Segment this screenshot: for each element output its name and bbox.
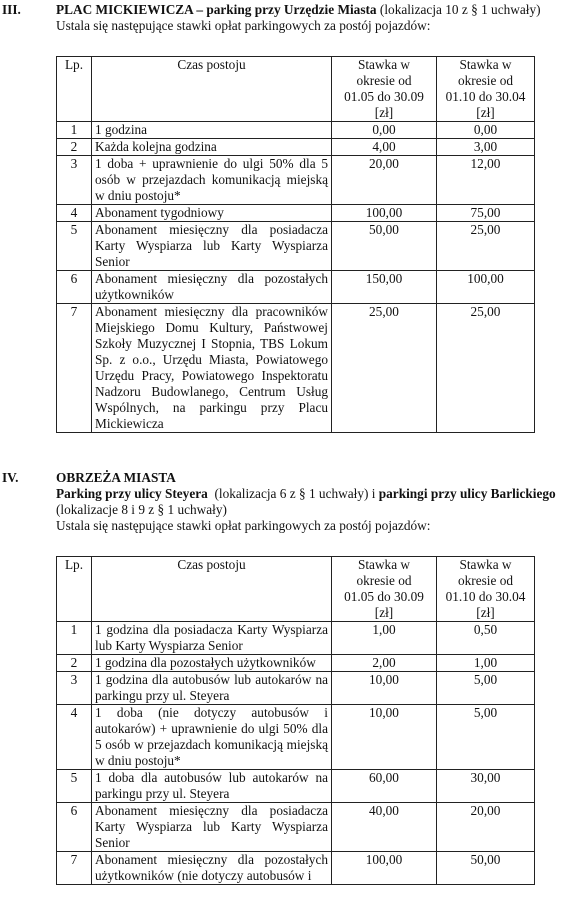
rate-summer: 60,00 bbox=[332, 770, 437, 803]
row-description: 1 doba dla autobusów lub autokarów na parkingu przy ul. Steyera bbox=[92, 770, 332, 803]
row-number: 5 bbox=[57, 222, 92, 271]
row-description: 1 godzina dla posiadacza Karty Wyspiarza lub Karty Wyspiarza Senior bbox=[92, 622, 332, 655]
header-lp: Lp. bbox=[57, 57, 92, 122]
header-line: okresie od bbox=[356, 573, 412, 588]
rate-winter: 25,00 bbox=[437, 222, 535, 271]
table-row bbox=[57, 222, 535, 271]
rate-winter: 20,00 bbox=[437, 803, 535, 852]
header-line: okresie od bbox=[356, 73, 412, 88]
table-row bbox=[57, 304, 535, 433]
row-description: Abonament miesięczny dla pracowników Miejskiego Domu Kultury, Państwowej Szkoły Muzycznej I Stopnia, TBS Lokum Sp. z o.o., Urzędu Miasta, Powiatowego Urzędu Pracy, Powiatowego Inspektoratu Nadzoru Budowlanego, Centrum Usług Wspólnych, na parkingu przy Placu Mickiewicza bbox=[92, 304, 332, 433]
header-line: [zł] bbox=[476, 605, 495, 620]
rate-summer: 2,00 bbox=[332, 655, 437, 672]
rate-summer: 150,00 bbox=[332, 271, 437, 304]
rate-winter: 5,00 bbox=[437, 672, 535, 705]
table-row bbox=[57, 705, 535, 770]
row-description: 1 doba + uprawnienie do ulgi 50% dla 5 osób w przejazdach komunikacją miejską w dniu postoju* bbox=[92, 156, 332, 205]
table-row bbox=[57, 655, 535, 672]
row-number: 3 bbox=[57, 672, 92, 705]
rate-summer: 50,00 bbox=[332, 222, 437, 271]
header-stawka-summer bbox=[332, 57, 437, 122]
header-line: [zł] bbox=[374, 105, 394, 120]
rate-summer: 10,00 bbox=[332, 672, 437, 705]
rates-table-section-4 bbox=[56, 556, 535, 885]
row-number: 1 bbox=[57, 122, 92, 139]
rate-winter: 1,00 bbox=[437, 655, 535, 672]
table-row bbox=[57, 122, 535, 139]
row-number: 6 bbox=[57, 271, 92, 304]
table-header-row bbox=[57, 57, 535, 122]
row-number: 2 bbox=[57, 139, 92, 156]
header-line: okresie od bbox=[457, 573, 514, 588]
row-description: 1 godzina bbox=[92, 122, 332, 139]
section-title-bold: PLAC MICKIEWICZA – parking przy Urzędzie Miasta bbox=[56, 2, 377, 17]
row-number: 1 bbox=[57, 622, 92, 655]
row-description: Abonament miesięczny dla pozostałych użytkowników (nie dotyczy autobusów i bbox=[92, 852, 332, 885]
rate-winter: 5,00 bbox=[437, 705, 535, 770]
section-heading bbox=[56, 470, 568, 534]
header-stawka-winter bbox=[437, 57, 535, 122]
table-row bbox=[57, 622, 535, 655]
rate-winter: 3,00 bbox=[437, 139, 535, 156]
rate-winter: 0,00 bbox=[437, 122, 535, 139]
rate-winter: 100,00 bbox=[437, 271, 535, 304]
section-intro: Ustala się następujące stawki opłat parkingowych za postój pojazdów: bbox=[56, 18, 431, 33]
rate-summer: 4,00 bbox=[332, 139, 437, 156]
row-description: Abonament miesięczny dla posiadacza Karty Wyspiarza lub Karty Wyspiarza Senior bbox=[92, 803, 332, 852]
section-subtitle-2: (lokalizacje 8 i 9 z § 1 uchwały) bbox=[56, 502, 227, 517]
rate-winter: 0,50 bbox=[437, 622, 535, 655]
table-row bbox=[57, 156, 535, 205]
subtitle-bold-1: Parking przy ulicy Steyera bbox=[56, 486, 208, 501]
header-czas: Czas postoju bbox=[92, 557, 332, 622]
table-row bbox=[57, 672, 535, 705]
header-line: [zł] bbox=[476, 105, 495, 120]
header-line: Stawka w bbox=[357, 57, 411, 72]
rate-winter: 75,00 bbox=[437, 205, 535, 222]
section-heading bbox=[56, 2, 568, 34]
table-row bbox=[57, 770, 535, 803]
row-description: 1 godzina dla autobusów lub autokarów na parkingu przy ul. Steyera bbox=[92, 672, 332, 705]
table-row bbox=[57, 803, 535, 852]
row-number: 6 bbox=[57, 803, 92, 852]
header-line: Stawka w bbox=[357, 557, 411, 572]
header-line: [zł] bbox=[374, 605, 394, 620]
row-description: 1 doba (nie dotyczy autobusów i autokarów) + uprawnienie do ulgi 50% dla 5 osób w przejazdach komunikacją miejską w dniu postoju* bbox=[92, 705, 332, 770]
section-title-normal: (lokalizacja 10 z § 1 uchwały) bbox=[376, 2, 541, 17]
header-lp: Lp. bbox=[57, 557, 92, 622]
row-description: Abonament miesięczny dla pozostałych użytkowników bbox=[92, 271, 332, 304]
header-line: Stawka w bbox=[459, 557, 512, 572]
header-line: 01.10 do 30.04 bbox=[445, 589, 526, 604]
header-line: 01.05 do 30.09 bbox=[344, 589, 424, 604]
section-title bbox=[56, 470, 568, 486]
table-header-row bbox=[57, 557, 535, 622]
row-description: Abonament tygodniowy bbox=[92, 205, 332, 222]
section-title bbox=[56, 2, 568, 18]
section-number: IV. bbox=[2, 470, 19, 485]
row-number: 2 bbox=[57, 655, 92, 672]
rate-summer: 40,00 bbox=[332, 803, 437, 852]
row-description: Każda kolejna godzina bbox=[92, 139, 332, 156]
table-row bbox=[57, 139, 535, 156]
row-number: 4 bbox=[57, 205, 92, 222]
header-line: Stawka w bbox=[459, 57, 512, 72]
table-row bbox=[57, 852, 535, 885]
header-line: okresie od bbox=[457, 73, 514, 88]
row-description: 1 godzina dla pozostałych użytkowników bbox=[92, 655, 332, 672]
rate-summer: 20,00 bbox=[332, 156, 437, 205]
row-number: 7 bbox=[57, 304, 92, 433]
section-intro: Ustala się następujące stawki opłat parkingowych za postój pojazdów: bbox=[56, 518, 431, 533]
row-description: Abonament miesięczny dla posiadacza Karty Wyspiarza lub Karty Wyspiarza Senior bbox=[92, 222, 332, 271]
header-stawka-winter bbox=[437, 557, 535, 622]
row-number: 3 bbox=[57, 156, 92, 205]
table-row bbox=[57, 205, 535, 222]
section-subtitle bbox=[56, 486, 568, 502]
row-number: 5 bbox=[57, 770, 92, 803]
rate-winter: 12,00 bbox=[437, 156, 535, 205]
rates-table-section-3 bbox=[56, 56, 535, 433]
rate-summer: 25,00 bbox=[332, 304, 437, 433]
row-number: 7 bbox=[57, 852, 92, 885]
header-stawka-summer bbox=[332, 557, 437, 622]
rate-summer: 0,00 bbox=[332, 122, 437, 139]
row-number: 4 bbox=[57, 705, 92, 770]
subtitle-bold-2: parkingi przy ulicy Barlickiego bbox=[378, 486, 556, 501]
rate-summer: 10,00 bbox=[332, 705, 437, 770]
rate-summer: 100,00 bbox=[332, 852, 437, 885]
rate-summer: 100,00 bbox=[332, 205, 437, 222]
header-line: 01.05 do 30.09 bbox=[344, 89, 424, 104]
rate-winter: 50,00 bbox=[437, 852, 535, 885]
section-title-bold: OBRZEŻA MIASTA bbox=[56, 470, 176, 485]
rate-summer: 1,00 bbox=[332, 622, 437, 655]
section-number: III. bbox=[2, 2, 21, 17]
rate-winter: 30,00 bbox=[437, 770, 535, 803]
subtitle-normal: (lokalizacja 6 z § 1 uchwały) i bbox=[207, 486, 379, 501]
rate-winter: 25,00 bbox=[437, 304, 535, 433]
header-line: 01.10 do 30.04 bbox=[445, 89, 526, 104]
header-czas: Czas postoju bbox=[92, 57, 332, 122]
table-row bbox=[57, 271, 535, 304]
